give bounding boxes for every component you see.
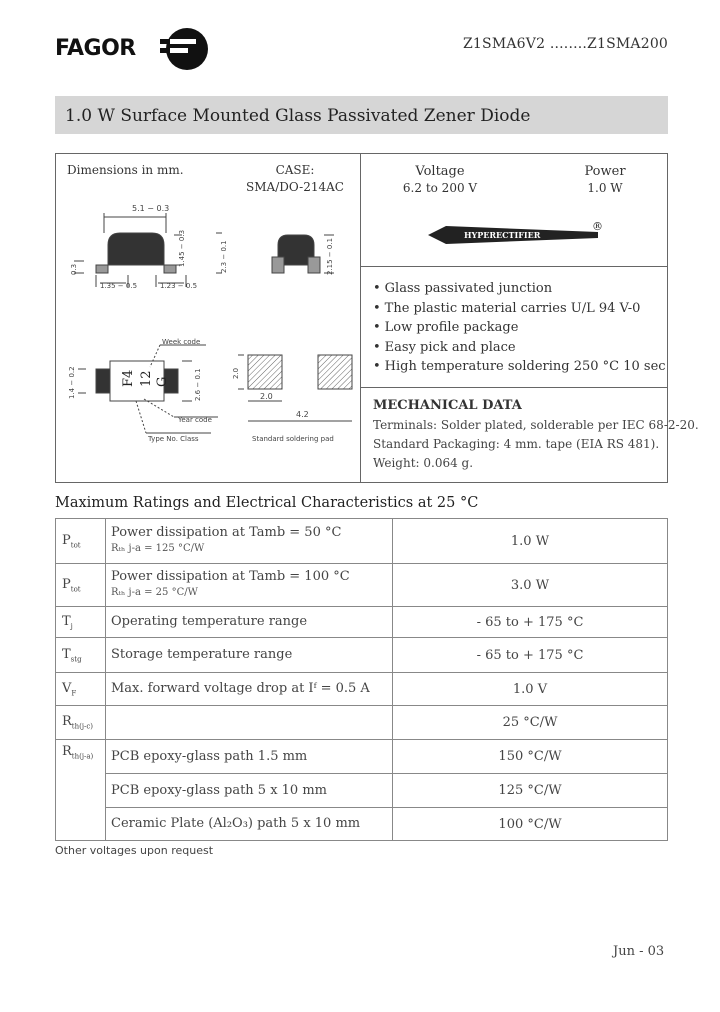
info-divider bbox=[360, 266, 668, 267]
dim-left-b: 1.23 − 0.5 bbox=[160, 282, 198, 290]
dim-end: 2.15 − 0.1 bbox=[326, 237, 334, 275]
row-value: - 65 to + 175 °C bbox=[393, 607, 668, 638]
row-value: 1.0 V bbox=[393, 673, 668, 706]
row-description: PCB epoxy-glass path 5 x 10 mm bbox=[106, 774, 393, 808]
table-row bbox=[56, 638, 668, 673]
pad-span: 4.2 bbox=[296, 410, 309, 419]
feature-item: • Easy pick and place bbox=[373, 338, 663, 358]
symbol-sub: th(j-c) bbox=[71, 722, 94, 731]
row-description: Operating temperature range bbox=[106, 607, 393, 638]
part-range: Z1SMA6V2 ........Z1SMA200 bbox=[463, 36, 669, 52]
end-view bbox=[272, 235, 334, 273]
row-description: Storage temperature range bbox=[106, 638, 393, 673]
dim-height-1: 1.45 − 0.3 bbox=[178, 229, 186, 267]
power-label: Power bbox=[584, 164, 626, 179]
date: Jun - 03 bbox=[613, 944, 665, 959]
fagor-logo-icon bbox=[160, 26, 214, 72]
table-row bbox=[56, 706, 668, 740]
voltage-label: Voltage bbox=[415, 164, 465, 179]
pad-width: 2.0 bbox=[260, 392, 273, 401]
symbol: V bbox=[62, 680, 72, 696]
dim-side: 0.3 bbox=[70, 263, 78, 275]
dim-top-length: 5.1 − 0.3 bbox=[132, 204, 170, 213]
dimensions-label: Dimensions in mm. bbox=[67, 163, 184, 177]
case-label: CASE: bbox=[275, 163, 315, 177]
dim-height-2: 2.3 − 0.1 bbox=[220, 240, 228, 273]
symbol-sub: j bbox=[70, 622, 73, 631]
row-value: 1.0 W bbox=[393, 519, 668, 564]
dim-body-height: 1.4 − 0.2 bbox=[68, 366, 76, 399]
row-value: 3.0 W bbox=[393, 564, 668, 607]
row-description: Power dissipation at Tamb = 100 °C bbox=[111, 569, 350, 584]
footnote: Other voltages upon request bbox=[55, 844, 214, 857]
soldering-pad bbox=[238, 355, 352, 421]
symbol: T bbox=[62, 613, 71, 629]
case-value: SMA/DO-214AC bbox=[246, 180, 344, 194]
pad-caption: Standard soldering pad bbox=[252, 435, 334, 443]
hyperectifier-text: HYPERECTIFIER bbox=[464, 230, 541, 240]
table-row bbox=[56, 808, 668, 841]
features-list bbox=[373, 279, 666, 377]
row-description: Max. forward voltage drop at Iᶠ = 0.5 A bbox=[106, 673, 393, 706]
row-description bbox=[106, 706, 393, 740]
table-row bbox=[56, 740, 668, 774]
feature-item: • Low profile package bbox=[373, 318, 663, 338]
fagor-logo-text: FAGOR bbox=[55, 36, 136, 61]
info-divider bbox=[360, 387, 668, 388]
dim-left-a: 1.35 − 0.5 bbox=[100, 282, 138, 290]
symbol-sub: tot bbox=[70, 541, 81, 550]
dim-body-width: 2.6 − 0.1 bbox=[194, 368, 202, 401]
feature-item: • The plastic material carries U/L 94 V-0 bbox=[373, 299, 663, 319]
hyperectifier-logo bbox=[428, 218, 618, 252]
mechanical-line: Standard Packaging: 4 mm. tape (EIA RS 481). bbox=[373, 437, 660, 451]
symbol: R bbox=[62, 714, 72, 730]
power-value: 1.0 W bbox=[587, 181, 623, 195]
package-drawing bbox=[56, 195, 356, 455]
voltage-value: 6.2 to 200 V bbox=[402, 181, 478, 195]
table-row bbox=[56, 607, 668, 638]
page-title: 1.0 W Surface Mounted Glass Passivated Zener Diode bbox=[65, 106, 531, 126]
info-divider bbox=[360, 153, 361, 483]
pad-height: 2.0 bbox=[232, 367, 240, 379]
row-description: Ceramic Plate (Al₂O₃) path 5 x 10 mm bbox=[106, 808, 393, 841]
row-value: - 65 to + 175 °C bbox=[393, 638, 668, 673]
row-value: 25 °C/W bbox=[393, 706, 668, 740]
symbol: P bbox=[62, 576, 71, 592]
year-code-label: Year code bbox=[178, 416, 212, 424]
row-value: 100 °C/W bbox=[393, 808, 668, 841]
symbol-sub: th(j-a) bbox=[71, 752, 94, 761]
symbol-sub: stg bbox=[70, 655, 82, 664]
symbol-sub: tot bbox=[70, 585, 81, 594]
feature-item: • Glass passivated junction bbox=[373, 279, 663, 299]
table-row bbox=[56, 673, 668, 706]
body-marking-12: 12 bbox=[139, 370, 154, 387]
symbol: T bbox=[62, 646, 71, 662]
body-marking-g: G bbox=[155, 376, 170, 387]
mechanical-line: Terminals: Solder plated, solderable per IEC 68-2-20. bbox=[373, 418, 699, 432]
mechanical-line: Weight: 0.064 g. bbox=[373, 456, 474, 470]
table-row bbox=[56, 519, 668, 564]
ratings-title: Maximum Ratings and Electrical Characteristics at 25 °C bbox=[55, 495, 479, 511]
feature-item: • High temperature soldering 250 °C 10 sec bbox=[373, 357, 663, 377]
side-view bbox=[74, 213, 222, 287]
week-code-label: Week code bbox=[162, 338, 201, 346]
symbol: R bbox=[62, 744, 72, 759]
symbol-sub: F bbox=[71, 689, 77, 698]
row-description: PCB epoxy-glass path 1.5 mm bbox=[106, 740, 393, 774]
table-row bbox=[56, 564, 668, 607]
table-row bbox=[56, 774, 668, 808]
ratings-table bbox=[55, 518, 668, 841]
row-value: 150 °C/W bbox=[393, 740, 668, 774]
row-description-2: Rₜₕ j-a = 125 °C/W bbox=[111, 543, 205, 554]
type-no-label: Type No. Class bbox=[148, 435, 199, 443]
row-value: 125 °C/W bbox=[393, 774, 668, 808]
registered-mark: ® bbox=[592, 220, 603, 233]
body-marking-f4: F4 bbox=[121, 369, 136, 387]
symbol: P bbox=[62, 532, 71, 548]
row-description-2: Rₜₕ j-a = 25 °C/W bbox=[111, 587, 198, 598]
row-description: Power dissipation at Tamb = 50 °C bbox=[111, 525, 342, 540]
mechanical-data-title: MECHANICAL DATA bbox=[373, 398, 522, 413]
